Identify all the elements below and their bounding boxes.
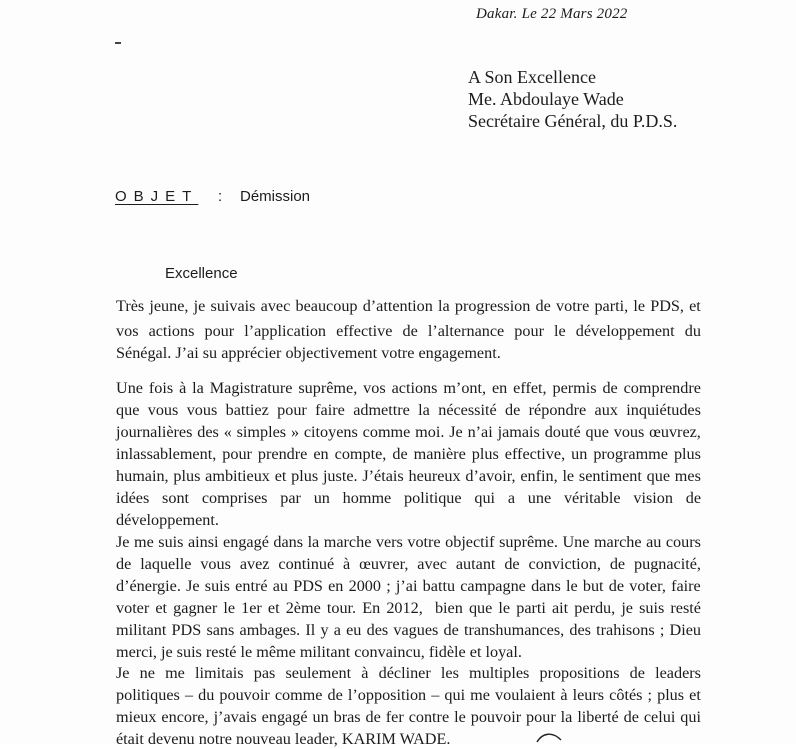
body-word: PDS — [293, 577, 323, 595]
body-word: 2ème — [285, 599, 321, 617]
body-word: beaucoup — [295, 297, 358, 315]
body-word: autant — [455, 555, 496, 573]
body-word: actions — [391, 379, 438, 397]
body-word: mieux — [116, 708, 157, 726]
body-word: politiques — [116, 686, 180, 704]
body-line — [116, 321, 701, 341]
body-word: à — [179, 379, 187, 397]
recipient-line: Secrétaire Général, du P.D.S. — [468, 111, 678, 131]
body-word: à — [560, 686, 568, 704]
body-word: suis — [639, 599, 665, 617]
body-word: des — [569, 621, 591, 639]
body-word: Je — [116, 664, 130, 682]
body-word: sans — [206, 621, 235, 639]
body-line — [116, 400, 701, 420]
body-line — [116, 296, 701, 316]
body-word: Une — [562, 533, 590, 551]
body-word: plus — [291, 467, 319, 485]
body-word: compte, — [334, 445, 387, 463]
body-word: la — [192, 379, 204, 397]
body-word: celui — [643, 708, 676, 726]
body-word: but — [582, 577, 604, 595]
body-word: œuvrer, — [359, 555, 409, 573]
body-word: de — [365, 708, 381, 726]
body-word: battiez — [225, 401, 269, 419]
body-word: heureux — [408, 467, 461, 485]
subject-label: OBJET — [115, 188, 199, 205]
body-word: ambages. — [239, 621, 301, 639]
subject-value: Démission — [240, 188, 311, 205]
recipient-line: Me. Abdoulaye Wade — [468, 89, 624, 109]
body-word: limitais — [195, 664, 244, 682]
body-word: nécessité — [438, 401, 497, 419]
body-word: me — [133, 533, 154, 551]
body-word: manière — [413, 445, 466, 463]
body-word: l’opposition — [347, 686, 427, 704]
body-word: le — [565, 577, 578, 595]
body-word: ainsi — [187, 533, 219, 551]
body-word: ait — [552, 599, 569, 617]
body-word: dans — [531, 577, 561, 595]
body-line — [116, 685, 701, 705]
body-word: 2000 — [348, 577, 381, 595]
body-word: et — [155, 599, 168, 617]
handwritten-mark — [535, 730, 565, 744]
body-word: d’énergie. — [116, 577, 181, 595]
body-word: pas — [253, 664, 276, 682]
body-line: était devenu notre nouveau leader, KARIM WADE. — [116, 730, 451, 748]
body-word: marche — [323, 533, 372, 551]
body-word: n’ai — [467, 423, 493, 441]
body-word: multiples — [469, 664, 530, 682]
body-word: je — [621, 599, 633, 617]
body-word: juste. — [322, 467, 358, 485]
body-word: la — [418, 401, 430, 419]
body-word: gagner — [173, 599, 218, 617]
body-word: inquiétudes — [626, 401, 701, 419]
body-word: une — [527, 489, 552, 507]
body-word: j’avais — [213, 708, 257, 726]
body-word: bien — [434, 599, 463, 617]
body-word: prendre — [257, 445, 308, 463]
body-word: que — [585, 423, 609, 441]
body-word: PDS — [171, 621, 202, 639]
body-word: un — [571, 445, 588, 463]
body-word: sont — [162, 489, 190, 507]
body-word: propositions — [539, 664, 620, 682]
body-word: citoyens — [303, 423, 358, 441]
body-line — [116, 598, 701, 618]
body-word: ; — [659, 621, 665, 639]
body-word: le — [498, 599, 511, 617]
body-word: comme — [362, 423, 411, 441]
body-word: politique — [404, 489, 462, 507]
body-word: suis — [158, 533, 184, 551]
body-word: laquelle — [140, 555, 192, 573]
body-word: et — [267, 599, 280, 617]
body-word: l’application — [244, 322, 327, 340]
body-word: progression — [454, 297, 531, 315]
body-word: de — [685, 489, 701, 507]
body-word: à — [361, 664, 369, 682]
body-word: comme — [274, 686, 323, 704]
body-word: et — [274, 467, 287, 485]
body-word: homme — [342, 489, 392, 507]
body-word: vous — [147, 401, 179, 419]
body-word: votre — [407, 533, 441, 551]
body-word: de — [443, 621, 459, 639]
body-word: – — [184, 686, 194, 704]
body-word: plus — [471, 445, 499, 463]
body-word: – — [431, 686, 440, 704]
body-word: « — [223, 423, 232, 441]
body-word: cours — [665, 533, 701, 551]
body-word: que — [646, 467, 671, 485]
body-word: eu — [346, 621, 362, 639]
recipient-block — [468, 66, 677, 132]
body-word: côtés — [609, 686, 643, 704]
body-word: le — [554, 322, 566, 340]
body-word: Il — [305, 621, 316, 639]
body-word: de — [116, 555, 132, 573]
body-word: que — [116, 401, 140, 419]
body-word: un — [312, 708, 329, 726]
body-word: militant — [116, 621, 167, 639]
body-word: transhumances, — [463, 621, 565, 639]
body-word: marche — [593, 533, 642, 551]
body-word: vos — [116, 322, 139, 340]
body-word: jamais — [497, 423, 540, 441]
body-word: liberté — [577, 708, 619, 726]
body-word: simples — [236, 423, 287, 441]
body-word: vos — [363, 379, 386, 397]
body-word: resté — [670, 599, 701, 617]
body-word: véritable — [563, 489, 621, 507]
body-word: Magistrature — [209, 379, 293, 397]
body-word: ne — [139, 664, 155, 682]
body-word: fois — [148, 379, 174, 397]
body-word: et — [689, 686, 701, 704]
body-word: des — [366, 621, 389, 639]
body-word: humain, — [116, 467, 169, 485]
body-line — [116, 620, 701, 640]
body-word: de — [392, 445, 408, 463]
body-word: ; — [647, 686, 653, 704]
body-word: la — [560, 708, 573, 726]
body-word: suis — [204, 577, 230, 595]
body-word: d’avoir, — [465, 467, 516, 485]
body-word: répondre — [528, 401, 587, 419]
body-word: Dieu — [669, 621, 701, 639]
body-line — [116, 707, 701, 727]
body-word: le — [454, 708, 466, 726]
body-word: avez — [239, 555, 270, 573]
body-word: de — [623, 708, 639, 726]
body-word: pour — [514, 322, 544, 340]
body-word: trahisons — [596, 621, 655, 639]
body-word: PDS, — [650, 297, 684, 315]
body-word: du — [198, 686, 215, 704]
body-word: leaders — [655, 664, 701, 682]
body-line — [116, 532, 701, 552]
body-word: continué — [278, 555, 335, 573]
body-word: voulaient — [495, 686, 556, 704]
body-word: faire — [671, 577, 701, 595]
body-word: admettre — [353, 401, 410, 419]
body-word: d’attention — [362, 297, 433, 315]
body-word: le — [633, 297, 646, 315]
body-line — [116, 554, 701, 574]
body-word: votre — [556, 297, 590, 315]
body-word: fer — [385, 708, 404, 726]
body-word: effective — [336, 322, 393, 340]
body-word: vers — [375, 533, 403, 551]
body-word: suivais — [210, 297, 256, 315]
body-word: a — [507, 489, 516, 507]
body-word: pour — [222, 445, 252, 463]
dateline: Dakar. Le 22 Mars 2022 — [476, 6, 628, 22]
body-word: jeune, — [149, 297, 189, 315]
body-word: de — [602, 379, 618, 397]
body-word: parti — [516, 599, 546, 617]
subject-colon: : — [218, 188, 223, 205]
body-word: engagé — [261, 708, 308, 726]
body-line — [116, 444, 701, 464]
body-word: suprême. — [499, 533, 558, 551]
body-word: de — [608, 577, 625, 595]
body-word: m’ont, — [443, 379, 487, 397]
body-word: a — [333, 621, 341, 639]
body-word: vous — [186, 401, 218, 419]
body-word: vision — [633, 489, 673, 507]
body-word: parti, — [594, 297, 629, 315]
body-word: » — [290, 423, 300, 441]
body-line — [116, 663, 701, 683]
body-word: ; — [386, 577, 391, 595]
body-word: programme — [593, 445, 668, 463]
body-word: qui — [444, 686, 466, 704]
body-word: un — [313, 489, 330, 507]
body-word: leurs — [572, 686, 605, 704]
body-word: Je — [116, 533, 130, 551]
body-word: au — [272, 577, 289, 595]
recipient-line: A Son Excellence — [468, 67, 596, 87]
body-word: pouvoir — [219, 686, 270, 704]
body-word: battu — [422, 577, 456, 595]
body-word: au — [646, 533, 662, 551]
body-word: des — [197, 423, 219, 441]
body-word: 2012, — [386, 599, 423, 617]
body-line — [116, 576, 701, 596]
body-word: avec — [417, 555, 447, 573]
body-word: idées — [116, 489, 150, 507]
body-word: ambitieux — [205, 467, 270, 485]
body-word: le — [562, 467, 575, 485]
body-word: en — [491, 379, 508, 397]
body-word: plus — [173, 467, 201, 485]
body-word: plus — [673, 445, 701, 463]
body-word: suprême, — [298, 379, 358, 397]
body-word: me — [165, 664, 185, 682]
body-line: Sénégal. J’ai su apprécier objectivement votre engagement. — [116, 344, 501, 362]
body-word: pour — [204, 322, 235, 340]
body-word: l’alternance — [427, 322, 505, 340]
body-word: plus — [657, 686, 685, 704]
body-word: actions — [148, 322, 195, 340]
body-word: En — [362, 599, 381, 617]
body-word: décliner — [378, 664, 431, 682]
body-word: de — [535, 297, 551, 315]
body-word: Une — [116, 379, 143, 397]
body-word: comprises — [201, 489, 268, 507]
body-word: du — [684, 322, 701, 340]
body-word: entré — [235, 577, 268, 595]
body-word: conviction, — [528, 555, 601, 573]
body-word: J’étais — [362, 467, 404, 485]
body-word: de — [327, 686, 343, 704]
body-word: sentiment — [578, 467, 642, 485]
body-word: développement — [575, 322, 675, 340]
scan-mark — [115, 42, 121, 44]
body-word: bras — [333, 708, 361, 726]
body-word: en — [328, 577, 344, 595]
body-line: développement. — [116, 511, 219, 529]
body-word: seulement — [285, 664, 352, 682]
body-word: aux — [594, 401, 618, 419]
body-word: dans — [273, 533, 304, 551]
body-word: en — [313, 445, 329, 463]
body-word: vagues — [393, 621, 439, 639]
body-word: voter — [116, 599, 150, 617]
body-word: campagne — [460, 577, 526, 595]
body-word: vous — [613, 423, 645, 441]
body-word: pour — [526, 708, 556, 726]
body-word: permis — [552, 379, 597, 397]
body-word: mes — [674, 467, 701, 485]
body-word: pouvoir — [470, 708, 522, 726]
body-word: me — [470, 686, 490, 704]
body-word: y — [320, 621, 329, 639]
body-word: le — [223, 599, 236, 617]
body-word: comprendre — [623, 379, 701, 397]
body-word: perdu, — [574, 599, 616, 617]
body-word: encore, — [161, 708, 209, 726]
body-word: moi. — [415, 423, 445, 441]
body-word: 1er — [241, 599, 262, 617]
body-word: douté — [544, 423, 581, 441]
body-word: par — [280, 489, 301, 507]
body-word: qui — [474, 489, 496, 507]
body-word: pour — [277, 401, 307, 419]
body-word: j’ai — [395, 577, 418, 595]
body-word: voter, — [629, 577, 666, 595]
body-line — [116, 466, 701, 486]
body-word: tour. — [326, 599, 357, 617]
body-word: à — [343, 555, 351, 573]
body-line: merci, je suis resté le même militant convaincu, fidèle et loyal. — [116, 643, 522, 661]
body-word: que — [468, 599, 493, 617]
body-word: de — [609, 555, 626, 573]
body-word: les — [440, 664, 459, 682]
body-line — [116, 422, 701, 442]
salutation: Excellence — [165, 265, 238, 282]
body-word: et — [689, 297, 701, 315]
body-line — [116, 378, 701, 398]
body-word: pugnacité, — [634, 555, 701, 573]
body-word: Je — [449, 423, 463, 441]
body-word: de — [504, 555, 520, 573]
body-word: de — [402, 322, 418, 340]
body-word: enfin, — [520, 467, 558, 485]
body-word: faire — [315, 401, 345, 419]
body-word: objectif — [445, 533, 495, 551]
body-word: engagé — [223, 533, 269, 551]
body-word: de — [629, 664, 645, 682]
body-word: de — [505, 401, 521, 419]
body-word: effet, — [513, 379, 547, 397]
body-word: Très — [116, 297, 145, 315]
body-word: œuvrez, — [649, 423, 701, 441]
body-word: qui — [680, 708, 701, 726]
body-word: inlassablement, — [116, 445, 217, 463]
body-word: effective, — [504, 445, 566, 463]
body-word: Je — [186, 577, 200, 595]
body-word: vous — [200, 555, 231, 573]
body-word: journalières — [116, 423, 193, 441]
body-word: contre — [408, 708, 450, 726]
body-word: la — [307, 533, 320, 551]
body-word: avec — [260, 297, 291, 315]
body-word: je — [193, 297, 206, 315]
body-line — [116, 488, 701, 508]
body-word: la — [437, 297, 450, 315]
